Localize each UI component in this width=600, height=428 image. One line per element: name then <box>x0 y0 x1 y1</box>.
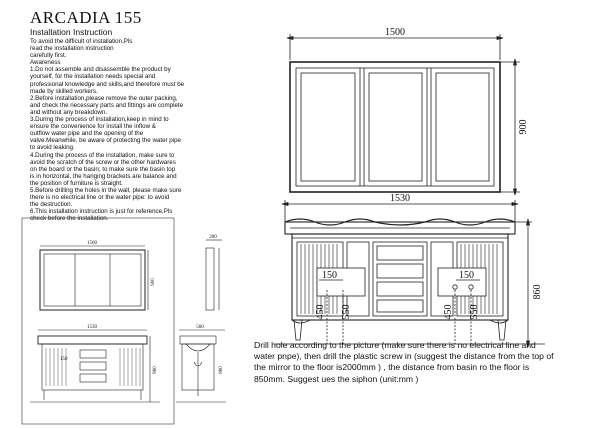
cabinet-width-label: 1530 <box>390 193 410 204</box>
side-depth-label: 200 <box>209 235 217 240</box>
small-front-drawing <box>22 218 174 424</box>
hole-height-left-a-label: 450 <box>315 304 326 320</box>
instruction-line: made by skilled workers. <box>30 87 98 95</box>
instruction-line: professional knowledge and skills,and therefore must be <box>30 80 185 88</box>
instruction-line: outflow water pipe and the opening of the <box>30 130 144 138</box>
instruction-line: there is no electrical line or the water pipe: to avoid <box>30 194 170 202</box>
instruction-line: avoid the scratch of the screw or the other hardwares <box>30 158 176 166</box>
small-cabinet-height-label: 860 <box>153 366 158 374</box>
instruction-line: To avoid the difficult of installation,Pls <box>30 38 133 45</box>
instruction-line: carefully first. <box>30 52 67 60</box>
small-mirror-width-label: 1500 <box>87 241 97 246</box>
mirror-drawing <box>287 34 520 195</box>
instruction-line: Awareness <box>30 59 61 67</box>
small-side-drawing <box>176 240 226 402</box>
instruction-line: 1.Do not assemble and disassemble the product by <box>30 66 171 74</box>
hole-spacing-left-label: 150 <box>322 270 337 281</box>
hole-height-left-b-label: 550 <box>341 304 352 320</box>
small-hole-spacing-label: 150 <box>60 357 68 362</box>
instruction-line: 4.During the process of the installation, make sure to <box>30 151 175 159</box>
drill-note: Drill hole according to the picture (make sure there is no electrical line and water pnpe), then drill the plastic screw in (suggest the distance from the top of the mirror to the floor is2000mm ) , the distance from basin ro the floor is 850mm. Suggest ues the siphon (unit:mm ) <box>254 340 554 384</box>
small-mirror-height-label: 900 <box>151 278 156 286</box>
page-title: ARCADIA 155 <box>30 8 142 27</box>
instruction-line: 6.This installation instruction is just for reference,Pls <box>30 208 173 216</box>
instruction-line: and without any breakdown. <box>30 108 108 116</box>
hole-height-right-a-label: 450 <box>443 304 454 320</box>
instruction-line: on the board or the basin; to make sure the basin top <box>30 165 176 173</box>
instruction-line: check before the installation. <box>30 215 109 223</box>
instruction-line: valve.Meanwhile, be aware of protecting the water pipe <box>30 137 181 145</box>
instruction-line: the position of furniture is straight. <box>30 179 123 187</box>
side-cabinet-depth-label: 560 <box>196 325 204 330</box>
instruction-line: 5.Before drilling the holes in the wall, please make sure <box>30 186 182 194</box>
hole-spacing-right-label: 150 <box>459 270 474 281</box>
instruction-line: read the installation instruction <box>30 45 114 53</box>
instruction-line: yourself, for the installation needs special and <box>30 73 156 81</box>
mirror-height-label: 900 <box>518 119 529 135</box>
small-cabinet-width-label: 1530 <box>87 325 97 330</box>
hole-height-right-b-label: 550 <box>469 304 480 320</box>
side-height-label: 860 <box>219 366 224 374</box>
instruction-line: the destruction. <box>30 201 73 209</box>
instruction-line: and check the necessary parts and fittings are complete <box>30 101 184 109</box>
instruction-line: is in horizontal, the hanging brackets are balance and <box>30 172 177 180</box>
cabinet-drawing <box>275 200 545 347</box>
instruction-line: 3.During the process of installation,keep in mind to <box>30 116 169 124</box>
page-subtitle: Installation Instruction <box>30 27 113 37</box>
mirror-width-label: 1500 <box>385 27 405 38</box>
instruction-line: 2.Before installation,please remove the outer packing, <box>30 94 178 102</box>
instruction-line: to avoid leaking. <box>30 144 75 152</box>
instruction-line: ensure the convenience for install the inflow & <box>30 123 156 131</box>
cabinet-height-label: 860 <box>532 284 543 300</box>
